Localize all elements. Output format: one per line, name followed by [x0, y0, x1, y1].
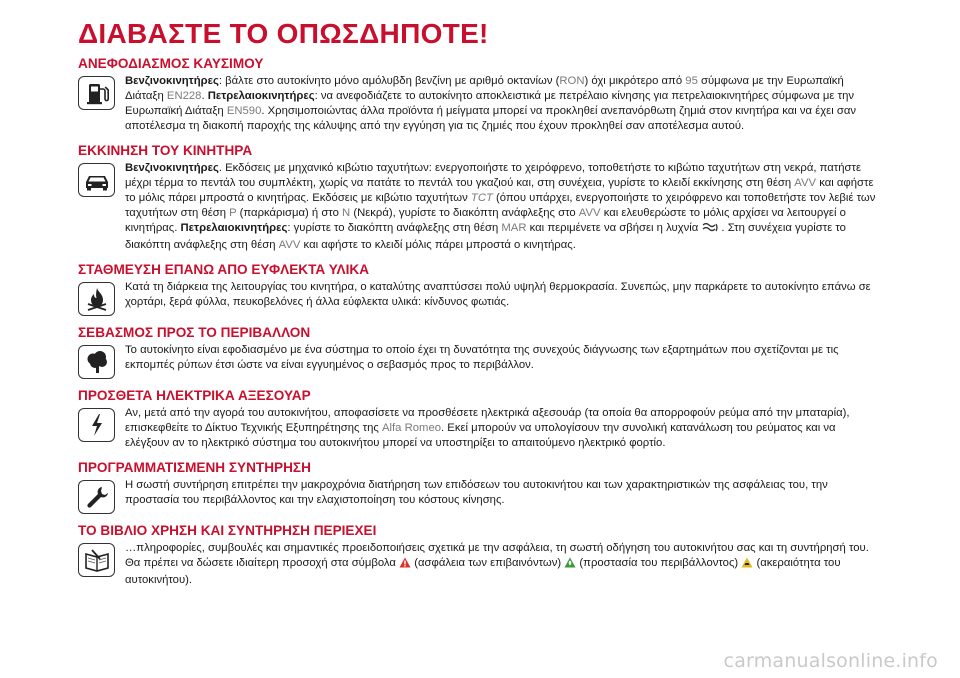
book-icon [78, 543, 115, 577]
section-heading: ΕΚΚΙΝΗΣΗ ΤΟΥ ΚΙΝΗΤΗΡΑ [78, 143, 253, 158]
section-text: …πληροφορίες, συμβουλές και σημαντικές προειδοποιήσεις σχετικά με την ασφάλεια, τη σωστή οδήγηση του αυτοκινήτου σας και τη συντήρησή του. Θα πρέπει να δώσετε ιδιαίτερη προσοχή στα σύμβολα (ασφάλεια των επιβαινόντων) (προστασία του περιβάλλοντος) (ακεραιότητα του αυτοκινήτου). [125, 542, 869, 586]
glow-plug-lamp-icon [701, 222, 721, 238]
section-text: Βενζινοκινητήρες: βάλτε στο αυτοκίνητο μόνο αμόλυβδη βενζίνη με αριθμό οκτανίων (RON) όχι μικρότερο από 95 σύμφωνα με την Ευρωπαϊκή Διάταξη EN228. Πετρελαιοκινητήρες: να ανεφοδιάζετε το αυτοκίνητο αποκλειστικά με πετρέλαιο κίνησης για πετρελαιοκινητήρες σύμφωνα με την Ευρωπαϊκή Διάταξη EN590. Χρησιμοποιώντας άλλα προϊόντα ή μείγματα μπορεί να προκληθεί ανεπανόρθωτη ζημιά στον κινητήρα και να έχει σαν αποτέλεσμα τη διακοπή παροχής της κάλυψης από την εγγύηση για τις ζημιές που έχουν προκληθεί σαν αποτέλεσμα αυτού. [125, 75, 857, 132]
wrench-icon [78, 480, 115, 514]
lightning-icon [78, 408, 115, 442]
section-heading: ΣΕΒΑΣΜΟΣ ΠΡΟΣ ΤΟ ΠΕΡΙΒΑΛΛΟΝ [78, 325, 311, 340]
page-title: ΔΙΑΒΑΣΤΕ ΤΟ ΟΠΩΣΔΗΠΟΤΕ! [78, 18, 489, 49]
fuel-pump-icon [78, 76, 115, 110]
watermark: carmanualsonline.info [723, 650, 938, 672]
section-electrical-accessories [78, 388, 878, 451]
tree-icon [78, 345, 115, 379]
fire-icon [78, 282, 115, 316]
section-heading: ΤΟ ΒΙΒΛΙΟ ΧΡΗΣΗ ΚΑΙ ΣΥΝΤΗΡΗΣΗ ΠΕΡΙΕΧΕΙ [78, 523, 377, 538]
manual-page [78, 18, 878, 597]
section-engine-start [78, 143, 878, 253]
section-text: Το αυτοκίνητο είναι εφοδιασμένο με ένα σύστημα το οποίο έχει τη δυνατότητα της συνεχούς διάγνωσης των εξαρτημάτων που σχετίζονται με τις εκπομπές ρύπων έτσι ώστε να είναι εγγυημένος ο σεβασμός προς το περιβάλλον. [125, 344, 839, 371]
section-parking [78, 262, 878, 316]
section-text: Αν, μετά από την αγορά του αυτοκινήτου, αποφασίσετε να προσθέσετε ηλεκτρικά αξεσουάρ (τα οποία θα απορροφούν ρεύμα από την μπαταρία), επισκεφθείτε το Δίκτυο Τεχνικής Εξυπηρέτησης της Alfa Romeo. Εκεί μπορούν να υπολογίσουν την συνολική κατανάλωση του ρεύματος και να ελέγξουν αν το ηλεκτρικό σύστημα του αυτοκινήτου μπορεί να υποστηρίξει το απαιτούμενο ηλεκτρικό φορτίο. [125, 407, 850, 449]
section-heading: ΠΡΟΣΘΕΤΑ ΗΛΕΚΤΡΙΚΑ ΑΞΕΣΟΥΑΡ [78, 388, 311, 403]
section-text: Βενζινοκινητήρες. Εκδόσεις με μηχανικό κιβώτιο ταχυτήτων: ενεργοποιήστε το χειρόφρενο, τοποθετήστε το κιβώτιο ταχυτήτων στη νεκρά, πατήστε μέχρι τέρμα το πεντάλ του συμπλέκτη, χωρίς να πατάτε το πεντάλ του γκαζιού και, στη συνέχεια, γυρίστε το κλειδί εκκίνησης στη θέση AVV και αφήστε το μόλις πάρει μπροστά ο κινητήρας. Εκδόσεις με κιβώτιο ταχυτήτων TCT (όπου υπάρχει, ενεργοποιήστε το χειρόφρενο και τοποθετήστε τον λεβιέ των ταχυτήτων στη θέση P (παρκάρισμα) ή στο N (Νεκρά), γυρίστε το διακόπτη ανάφλεξης στο AVV και ελευθερώστε το μόλις αρχίσει να λειτουργεί ο κινητήρας. Πετρελαιοκινητήρες: γυρίστε το διακόπτη ανάφλεξης στη θέση MAR και περιμένετε να σβήσει η λυχνία . Στη συνέχεια γυρίστε το διακόπτη ανάφλεξης στη θέση AVV και αφήστε το κλειδί μόλις πάρει μπροστά ο κινητήρας. [125, 162, 876, 251]
section-heading: ΑΝΕΦΟΔΙΑΣΜΟΣ ΚΑΥΣΙΜΟΥ [78, 56, 264, 71]
section-heading: ΠΡΟΓΡΑΜΜΑΤΙΣΜΕΝΗ ΣΥΝΤΗΡΗΣΗ [78, 460, 311, 475]
section-text: Κατά τη διάρκεια της λειτουργίας του κινητήρα, ο καταλύτης αναπτύσσει πολύ υψηλή θερμοκρασία. Συνεπώς, μην παρκάρετε το αυτοκίνητο επάνω σε χορτάρι, ξερά φύλλα, πευκοβελόνες ή άλλα εύφλεκτα υλικά: κίνδυνος φωτιάς. [125, 281, 871, 308]
section-heading: ΣΤΑΘΜΕΥΣΗ ΕΠΑΝΩ ΑΠΟ ΕΥΦΛΕΚΤΑ ΥΛΙΚΑ [78, 262, 370, 277]
environment-symbol-icon [564, 557, 576, 573]
occupant-safety-symbol-icon [399, 557, 411, 573]
section-refuelling [78, 56, 878, 134]
car-icon [78, 163, 115, 197]
section-manual-contents [78, 523, 878, 588]
vehicle-integrity-symbol-icon [741, 557, 753, 573]
section-maintenance [78, 460, 878, 514]
section-environment [78, 325, 878, 379]
section-text: Η σωστή συντήρηση επιτρέπει την μακροχρόνια διατήρηση των επιδόσεων του αυτοκινήτου και των χαρακτηριστικών της ασφάλειας του, την προστασία του περιβάλλοντος και την ελαχιστοποίηση του κόστους κίνησης. [125, 479, 828, 506]
